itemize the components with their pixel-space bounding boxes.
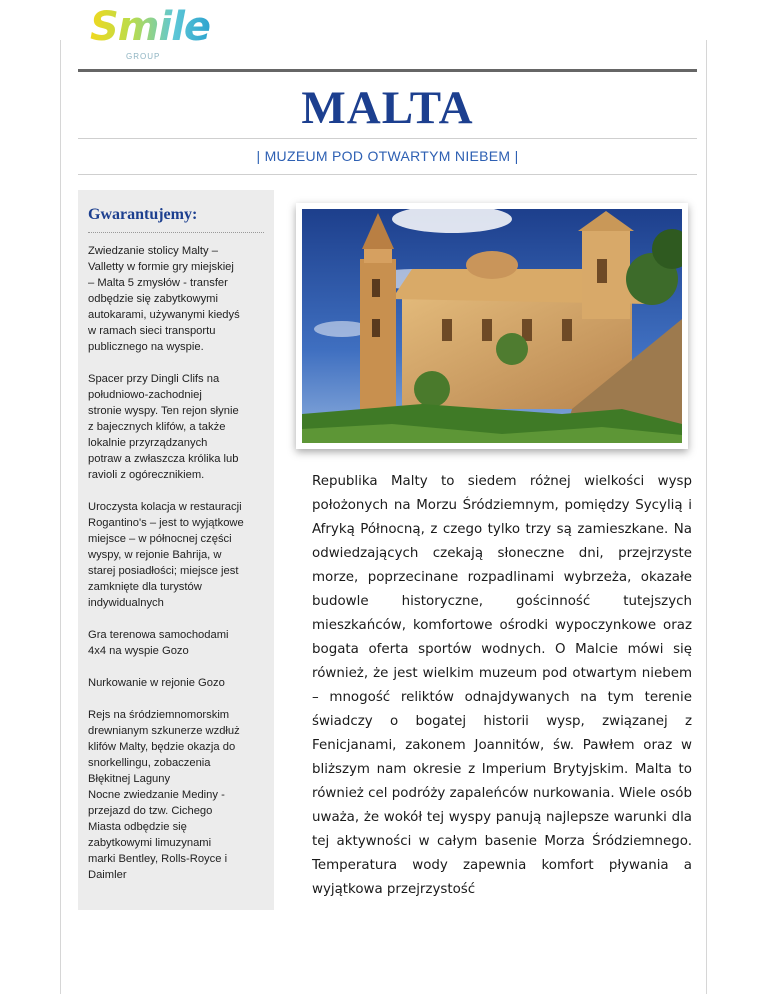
smile-group-logo [88,4,211,66]
sidebar-item: Spacer przy Dingli Clifs na południowo-zachodniej stronie wyspy. Ten rejon słynie z bajecznych klifów, a także lokalnie przyrządzanych potraw a zwłaszcza królika lub ravioli z ogórecznikiem. [88,373,239,481]
sidebar-item: Nurkowanie w rejonie Gozo [88,677,225,689]
article-body: Republika Malty to siedem różnej wielkości wysp położonych na Morzu Śródziemnym, pomiędzy Sycylią i Afryką Północną, z czego tylko trzy są zamieszkane. Na odwiedzających czekają słoneczne dni, przejrzyste morze, poprzecinane rozpadlinami wybrzeża, okazałe budowle historyczne, gościnność tutejszych mieszkańców, komfortowe ośrodki wypoczynkowe oraz bogata oferta sportów wodnych. O Malcie mówi się również, że jest wielkim muzeum pod otwartym niebem – mnogość reliktów odnajdywanych na tym terenie świadczy o bogatej historii wysp, związanej z Fenicjanami, zakonem Joannitów, św. Pawłem oraz w bliższym nam okresie z Imperium Brytyjskim. Malta to również cel podróży zapaleńców nurkowania. Wiele osób uważa, że wokół tej wyspy panują najlepsze warunki dla tej aktywności w całym basenie Morza Śródziemnego. Temperatura wody zapewnia komfort pływania a wyjątkowa przejrzystość [312,474,692,897]
basilica-photo [296,203,688,449]
divider [78,138,697,139]
page-subtitle: | MUZEUM POD OTWARTYM NIEBEM | [256,148,519,164]
right-margin-line [706,40,707,994]
sidebar-list [88,243,272,899]
logo-subtext: GROUP [126,52,161,61]
page-title: MALTA [301,82,474,134]
divider [78,174,697,175]
basilica-image [302,209,682,443]
guarantee-sidebar [78,190,274,910]
header-rule [78,69,697,72]
sidebar-item: Zwiedzanie stolicy Malty – Valletty w formie gry miejskiej – Malta 5 zmysłów - transfer odbędzie się zabytkowymi autokarami, używanymi kiedyś w ramach sieci transportu publicznego na wyspie. [88,245,240,353]
left-margin-line [60,40,61,994]
logo-wordmark: Smile [90,4,211,50]
sidebar-heading: Gwarantujemy: [88,206,198,223]
sidebar-item: Gra terenowa samochodami 4x4 na wyspie Gozo [88,629,229,657]
dotted-divider [88,232,264,233]
sidebar-item: Uroczysta kolacja w restauracji Rogantino's – jest to wyjątkowe miejsce – w północnej części wyspy, w rejonie Bahrija, w starej posiadłości; miejsce jest zamknięte dla turystów indywidualnych [88,501,244,609]
sidebar-item: Rejs na śródziemnomorskim drewnianym szkunerze wzdłuż klifów Malty, będzie okazja do snorkellingu, zobaczenia Błękitnej Laguny Nocne zwiedzanie Mediny - przejazd do tzw. Cichego Miasta odbędzie się zabytkowymi limuzynami marki Bentley, Rolls-Royce i Daimler [88,709,240,881]
